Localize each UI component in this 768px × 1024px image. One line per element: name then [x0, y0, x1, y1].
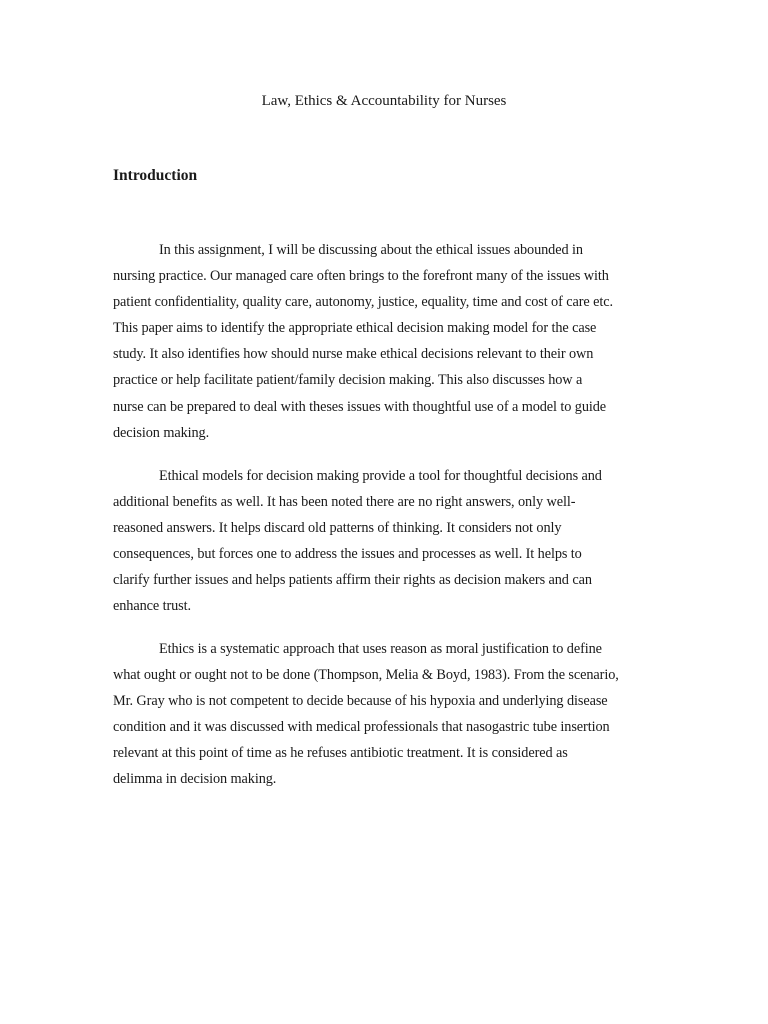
paragraph-3: [113, 636, 673, 793]
paragraph-line: study. It also identifies how should nurse make ethical decisions relevant to their own: [113, 346, 594, 363]
paragraph-line: condition and it was discussed with medical professionals that nasogastric tube insertion: [113, 719, 610, 736]
paragraph-line: Mr. Gray who is not competent to decide because of his hypoxia and underlying disease: [113, 693, 608, 710]
paragraph-line: patient confidentiality, quality care, autonomy, justice, equality, time and cost of care etc.: [113, 294, 613, 311]
paragraph-line: enhance trust.: [113, 598, 191, 615]
paragraph-line: delimma in decision making.: [113, 771, 277, 788]
paragraph-line: This paper aims to identify the appropriate ethical decision making model for the case: [113, 320, 597, 337]
paragraph-line: Ethical models for decision making provide a tool for thoughtful decisions and: [159, 468, 602, 484]
document-title: Law, Ethics & Accountability for Nurses: [261, 93, 507, 109]
paragraph-1: [113, 237, 673, 446]
section-heading-introduction: Introduction: [113, 167, 198, 184]
paragraph-line: clarify further issues and helps patients affirm their rights as decision makers and can: [113, 572, 592, 589]
paragraph-line: nurse can be prepared to deal with theses issues with thoughtful use of a model to guide: [113, 398, 607, 415]
paragraph-line: additional benefits as well. It has been noted there are no right answers, only well-: [113, 494, 576, 511]
paragraph-2: [113, 463, 673, 620]
paragraph-line: relevant at this point of time as he refuses antibiotic treatment. It is considered as: [113, 745, 568, 762]
paragraph-line: decision making.: [113, 424, 210, 441]
paragraph-line: practice or help facilitate patient/family decision making. This also discusses how a: [113, 372, 583, 389]
paragraph-line: nursing practice. Our managed care often brings to the forefront many of the issues with: [113, 268, 609, 285]
paragraph-line: In this assignment, I will be discussing about the ethical issues abounded in: [159, 242, 583, 258]
paragraph-line: consequences, but forces one to address the issues and processes as well. It helps to: [113, 546, 582, 563]
paragraph-line: what ought or ought not to be done (Thompson, Melia & Boyd, 1983). From the scenario,: [113, 667, 619, 684]
paragraph-line: reasoned answers. It helps discard old patterns of thinking. It considers not only: [113, 520, 562, 537]
paragraph-line: Ethics is a systematic approach that uses reason as moral justification to define: [159, 641, 602, 657]
